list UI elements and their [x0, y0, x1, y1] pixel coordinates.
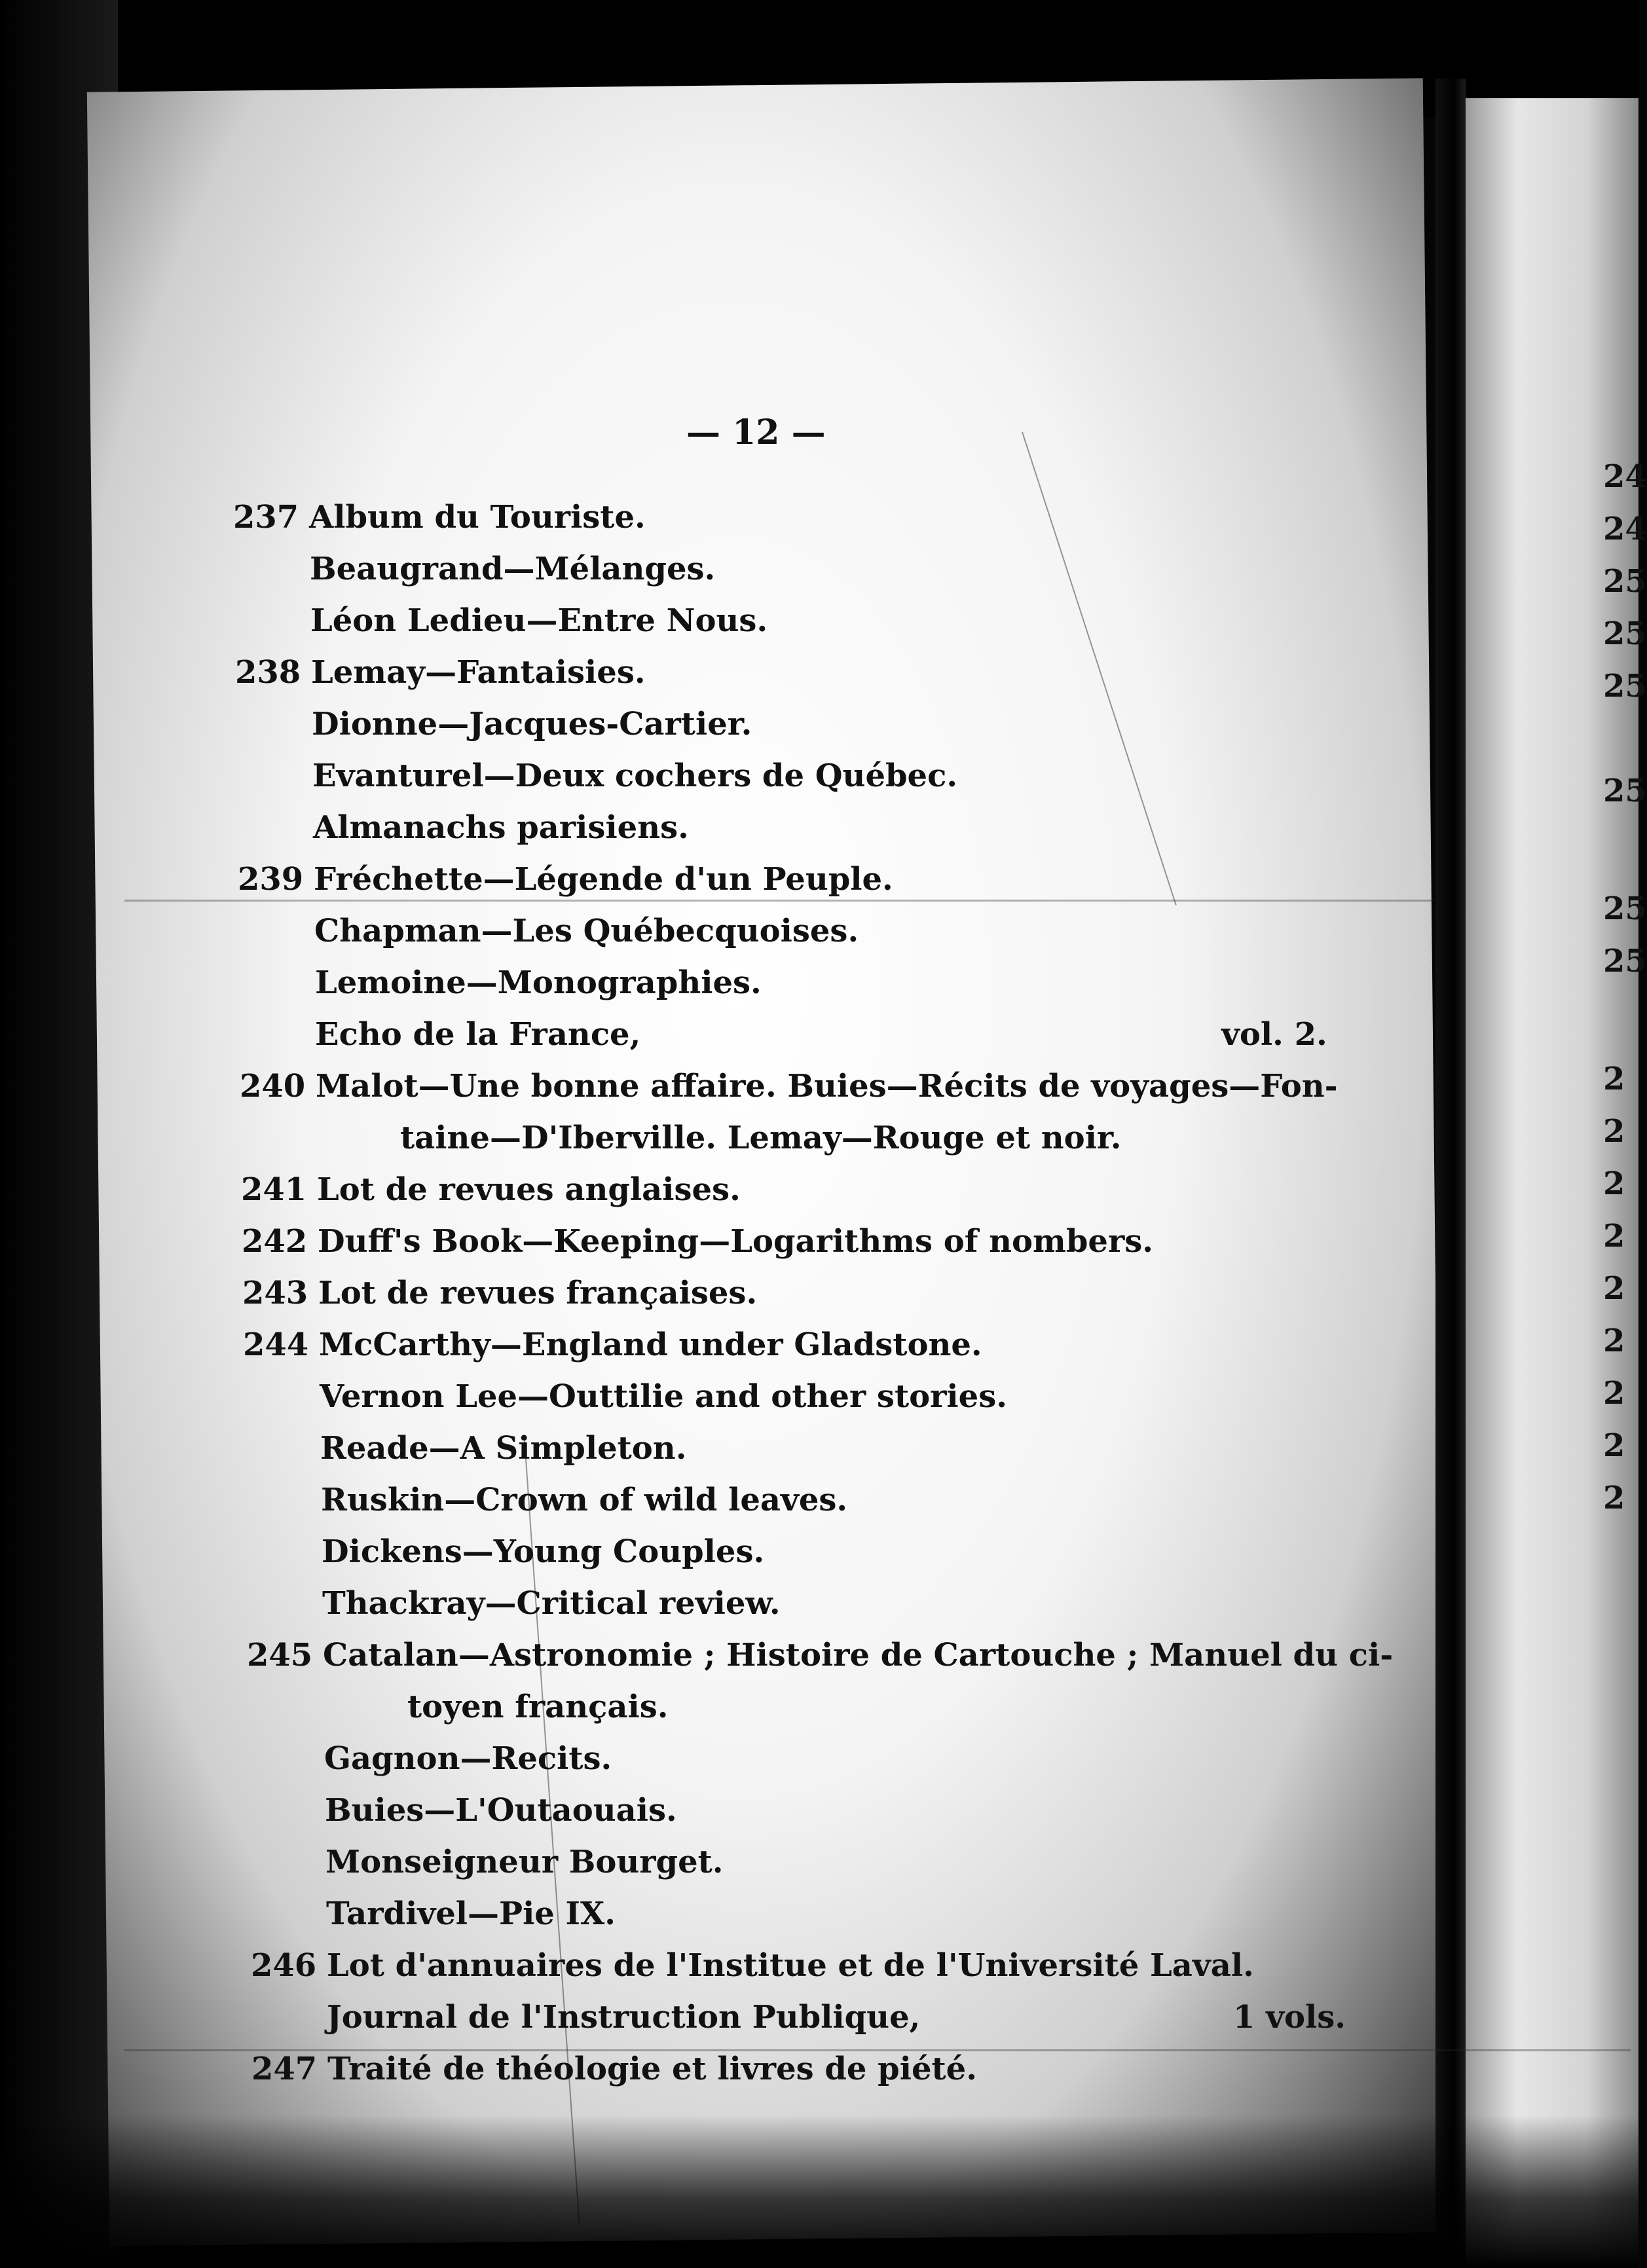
entry-text: Monseigneur Bourget. [325, 1844, 724, 1880]
entry-text: Vernon Lee—Outtilie and other stories. [320, 1378, 1007, 1415]
entry-text: Catalan—Astronomie ; Histoire de Cartouche ; Manuel du ci- [323, 1637, 1394, 1674]
page-paper [87, 78, 1445, 2246]
lot-number: 240 [240, 1068, 306, 1105]
lot-number: 243 [242, 1275, 308, 1311]
entry-text: taine—D'Iberville. Lemay—Rouge et noir. [400, 1120, 1122, 1156]
facing-page-fragment: 2 [1603, 1375, 1625, 1412]
entry-text: Dickens—Young Couples. [322, 1533, 765, 1570]
facing-page-fragment: 2 [1603, 1323, 1625, 1359]
lot-number: 241 [241, 1171, 307, 1208]
scan-bottom-shadow [0, 2115, 1638, 2268]
facing-page-fragment: 25 [1603, 563, 1647, 600]
entry-text: Reade—A Simpleton. [320, 1430, 687, 1467]
facing-page-fragment: 2 [1603, 1427, 1625, 1464]
facing-page-fragment: 2 [1603, 1113, 1625, 1150]
entry-text: Buies—L'Outaouais. [325, 1792, 677, 1829]
entry-text: Beaugrand—Mélanges. [310, 551, 716, 587]
lot-number: 245 [247, 1637, 313, 1674]
facing-page-fragment: 2 [1603, 1480, 1625, 1516]
entry-text: Lemay—Fantaisies. [311, 654, 646, 691]
entry-text: Lemoine—Monographies. [315, 964, 762, 1001]
lot-number: 239 [238, 861, 304, 898]
entry-text: Tardivel—Pie IX. [326, 1895, 616, 1932]
entry-text: Malot—Une bonne affaire. Buies—Récits de voyages—Fon- [316, 1068, 1338, 1105]
entry-text: Lot de revues anglaises. [317, 1171, 741, 1208]
entry-text: Chapman—Les Québecquoises. [314, 913, 859, 949]
page-number: — 12 — [686, 412, 826, 452]
entry-text: Album du Touriste. [309, 499, 646, 536]
facing-page-fragment: 2 [1603, 1270, 1625, 1307]
facing-page-fragment: 25 [1603, 773, 1647, 809]
entry-text: Duff's Book—Keeping—Logarithms of nombers. [318, 1223, 1153, 1260]
lot-number: 238 [235, 654, 301, 691]
lot-number: 246 [251, 1947, 317, 1984]
entry-text: Evanturel—Deux cochers de Québec. [312, 758, 958, 794]
entry-text: McCarthy—England under Gladstone. [319, 1326, 982, 1363]
entry-text: Lot de revues françaises. [318, 1275, 758, 1311]
entry-text: Léon Ledieu—Entre Nous. [310, 602, 768, 639]
facing-page-fragment: 2 [1603, 1218, 1625, 1254]
lot-number: 237 [233, 499, 299, 536]
entry-text: Gagnon—Recits. [324, 1740, 612, 1777]
volume-note: 1 vols. [1233, 1999, 1346, 2036]
lot-number: 242 [242, 1223, 308, 1260]
facing-page-fragment: 2 [1603, 1061, 1625, 1097]
scan-crease-line [124, 900, 1434, 902]
entry-text: Thackray—Critical review. [322, 1585, 781, 1622]
entry-text: toyen français. [407, 1689, 669, 1725]
facing-page-fragment: 25 [1603, 615, 1647, 652]
lot-number: 247 [251, 2051, 318, 2087]
entry-text: Fréchette—Légende d'un Peuple. [314, 861, 893, 898]
facing-page-fragment: 2 [1603, 1165, 1625, 1202]
entry-text: Lot d'annuaires de l'Institue et de l'Université Laval. [327, 1947, 1254, 1984]
entry-text: Almanachs parisiens. [313, 809, 689, 846]
facing-page-fragment: 25 [1603, 668, 1647, 704]
entry-text: Traité de théologie et livres de piété. [327, 2051, 977, 2087]
volume-note: vol. 2. [1221, 1016, 1327, 1053]
book-gutter [1435, 79, 1466, 2268]
facing-page-fragment: 25 [1603, 890, 1647, 927]
entry-text: Journal de l'Instruction Publique, [327, 1999, 921, 2036]
facing-page-fragment: 24 [1603, 458, 1647, 495]
entry-text: Echo de la France, [315, 1016, 641, 1053]
entry-text: Dionne—Jacques-Cartier. [312, 706, 752, 742]
entry-text: Ruskin—Crown of wild leaves. [321, 1482, 848, 1518]
facing-page-fragment: 25 [1603, 943, 1647, 979]
lot-number: 244 [243, 1326, 309, 1363]
facing-page-fragment: 24 [1603, 511, 1647, 547]
